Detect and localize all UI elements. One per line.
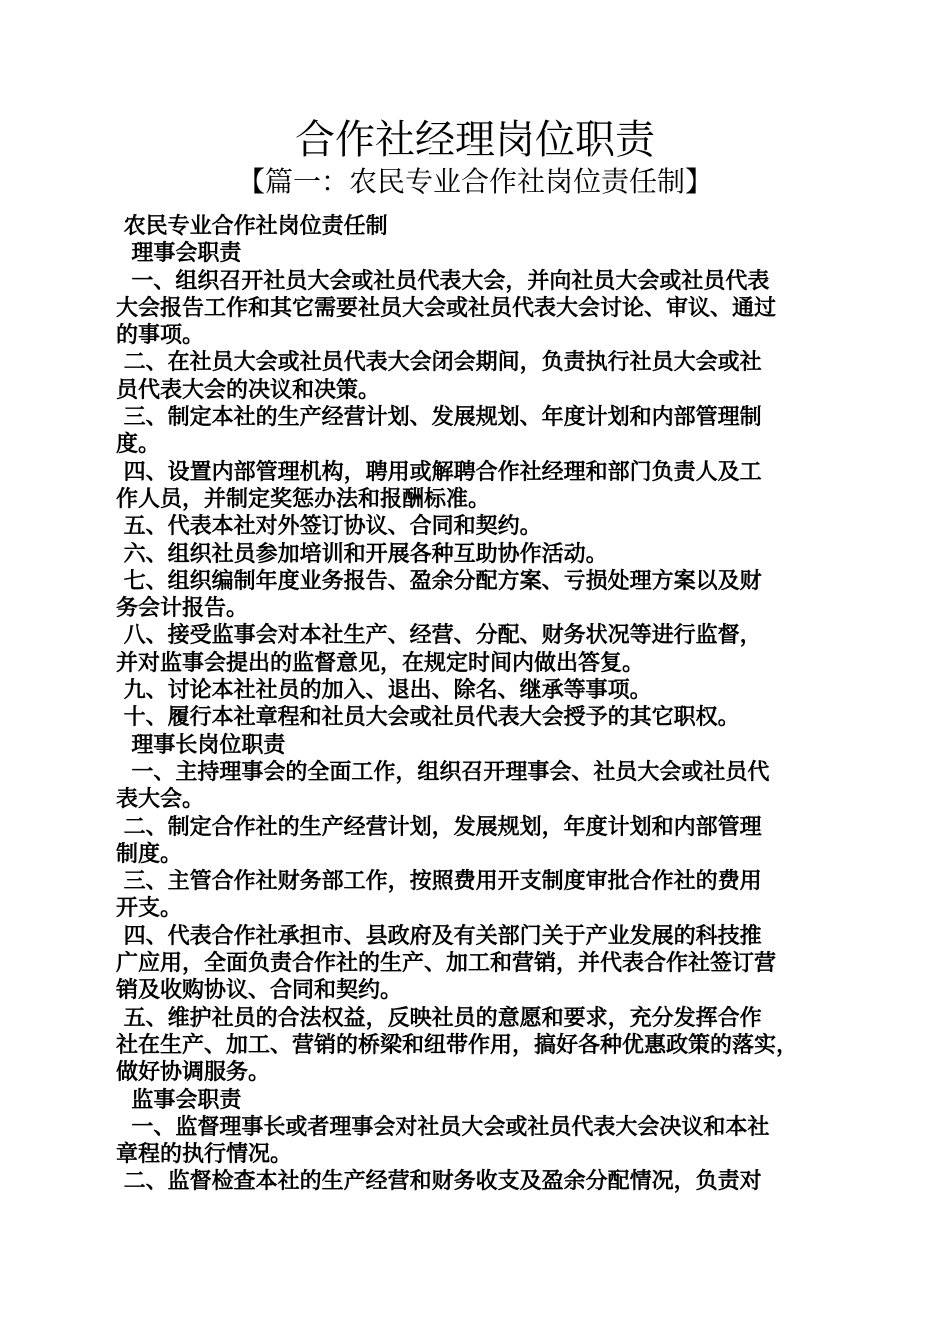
text-line: 农民专业合作社岗位责任制 xyxy=(116,214,388,239)
text-line: 三、制定本社的生产经营计划、发展规划、年度计划和内部管理制 xyxy=(116,405,762,431)
text-line: 一、组织召开社员大会或社员代表大会，并向社员大会或社员代表 xyxy=(116,268,770,294)
text-line: 销及收购协议、合同和契约。 xyxy=(116,978,403,1004)
text-line: 的事项。 xyxy=(116,323,205,349)
text-line: 四、设置内部管理机构，聘用或解聘合作社经理和部门负责人及工 xyxy=(116,459,762,485)
text-line: 八、接受监事会对本社生产、经营、分配、财务状况等进行监督， xyxy=(116,623,762,649)
text-line: 一、主持理事会的全面工作，组织召开理事会、社员大会或社员代 xyxy=(116,759,770,785)
text-line: 做好协调服务。 xyxy=(116,1060,271,1086)
document-title: 合作社经理岗位职责 xyxy=(295,117,655,163)
text-line: 并对监事会提出的监督意见，在规定时间内做出答复。 xyxy=(116,650,645,676)
text-line: 二、监督检查本社的生产经营和财务收支及盈余分配情况，负责对 xyxy=(116,1169,762,1195)
text-line: 二、在社员大会或社员代表大会闭会期间，负责执行社员大会或社 xyxy=(116,350,762,376)
text-line: 章程的执行情况。 xyxy=(116,1142,293,1168)
text-line: 开支。 xyxy=(116,896,183,922)
text-line: 广应用，全面负责合作社的生产、加工和营销，并代表合作社签订营 xyxy=(116,951,777,977)
text-line: 五、代表本社对外签订协议、合同和契约。 xyxy=(116,514,542,540)
text-line: 三、主管合作社财务部工作，按照费用开支制度审批合作社的费用 xyxy=(116,869,762,895)
text-line: 大会报告工作和其它需要社员大会或社员代表大会讨论、审议、通过 xyxy=(116,295,777,321)
text-line: 作人员，并制定奖惩办法和报酬标准。 xyxy=(116,486,491,512)
text-line: 七、组织编制年度业务报告、盈余分配方案、亏损处理方案以及财 xyxy=(116,568,762,594)
document-body xyxy=(116,213,838,1196)
text-line: 九、讨论本社社员的加入、退出、除名、继承等事项。 xyxy=(116,678,652,704)
text-line: 理事会职责 xyxy=(116,241,242,267)
text-line: 一、监督理事长或者理事会对社员大会或社员代表大会决议和本社 xyxy=(116,1114,770,1140)
text-line: 二、制定合作社的生产经营计划，发展规划，年度计划和内部管理 xyxy=(116,814,762,840)
text-line: 度。 xyxy=(116,432,161,458)
document-subtitle: 【篇一：农民专业合作社岗位责任制】 xyxy=(236,165,713,198)
text-line: 制度。 xyxy=(116,841,183,867)
text-line: 表大会。 xyxy=(116,787,205,813)
text-line: 监事会职责 xyxy=(116,1087,242,1113)
text-line: 十、履行本社章程和社员大会或社员代表大会授予的其它职权。 xyxy=(116,705,740,731)
text-line: 六、组织社员参加培训和开展各种互助协作活动。 xyxy=(116,541,608,567)
text-line: 四、代表合作社承担市、县政府及有关部门关于产业发展的科技推 xyxy=(116,923,762,949)
text-line: 五、维护社员的合法权益，反映社员的意愿和要求，充分发挥合作 xyxy=(116,1005,762,1031)
text-line: 务会计报告。 xyxy=(116,596,249,622)
text-line: 理事长岗位职责 xyxy=(116,732,286,758)
text-line: 社在生产、加工、营销的桥梁和纽带作用，搞好各种优惠政策的落实， xyxy=(116,1032,799,1058)
text-line: 员代表大会的决议和决策。 xyxy=(116,377,381,403)
